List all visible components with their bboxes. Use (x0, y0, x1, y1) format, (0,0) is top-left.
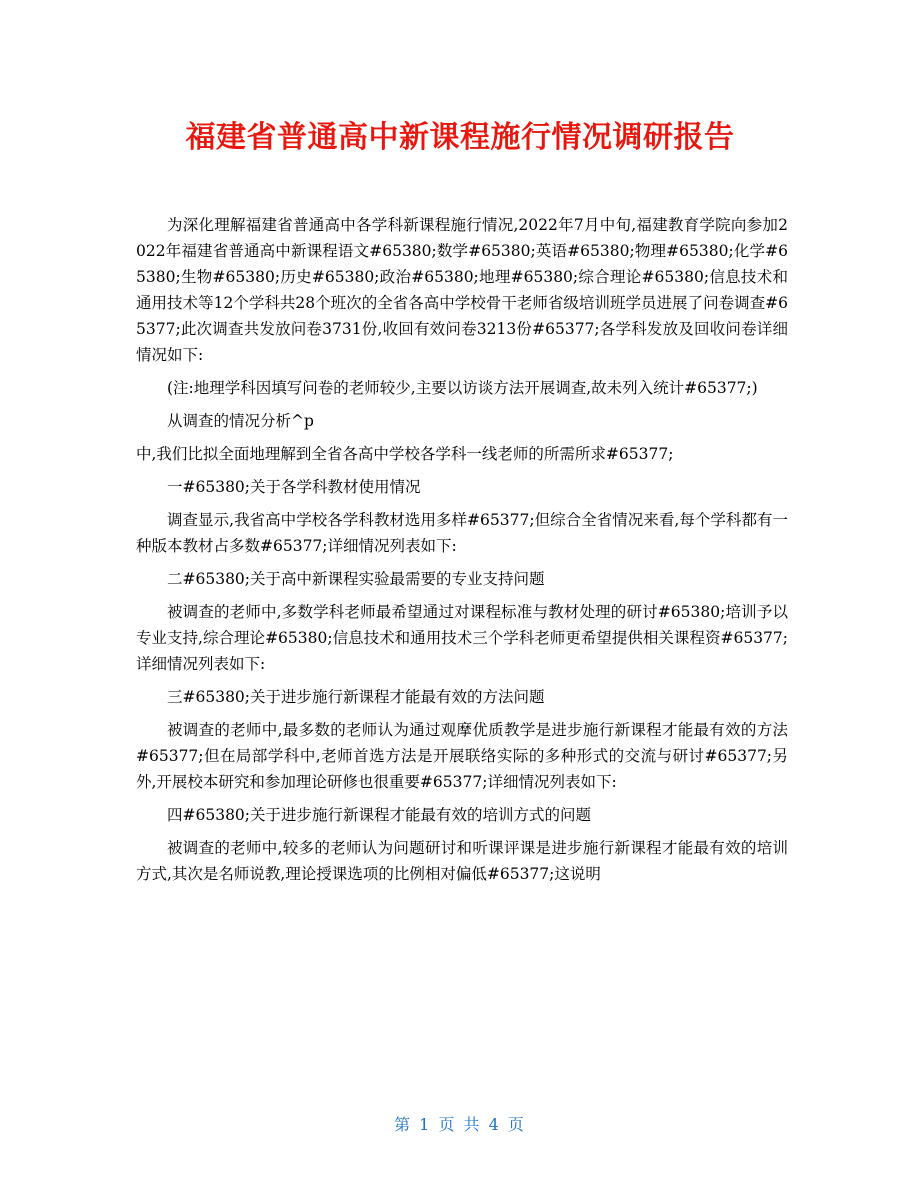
body-paragraph: 为深化理解福建省普通高中各学科新课程施行情况,2022年7月中旬,福建教育学院向参加2022年福建省普通高中新课程语文#65380;数学#65380;英语#65380;物理#65380;化学#65380;生物#65380;历史#65380;政治#65380;地理#65380;综合理论#65380;信息技术和通用技术等12个学科共28个班次的全省各高中学校骨干老师省级培训班学员进展了问卷调查#65377;此次调查共发放问卷3731份,收回有效问卷3213份#65377;各学科发放及回收问卷详细情况如下: (136, 216, 788, 364)
body-paragraph: 被调查的老师中,较多的老师认为问题研讨和听课评课是进步施行新课程才能最有效的培训方式,其次是名师说教,理论授课选项的比例相对偏低#65377;这说明 (136, 839, 788, 883)
body-paragraph: 调查显示,我省高中学校各学科教材选用多样#65377;但综合全省情况来看,每个学科都有一种版本教材占多数#65377;详细情况列表如下: (136, 511, 788, 555)
body-paragraph: 中,我们比拟全面地理解到全省各高中学校各学科一线老师的所需所求#65377; (136, 445, 674, 463)
page-footer (0, 1114, 920, 1136)
body-paragraph: (注:地理学科因填写问卷的老师较少,主要以访谈方法开展调查,故未列入统计#65377;) (167, 379, 758, 397)
body-paragraph: 从调查的情况分析^p (167, 412, 314, 430)
document-body (136, 212, 788, 894)
body-paragraph: 被调查的老师中,多数学科老师最希望通过对课程标准与教材处理的研讨#65380;培训予以专业支持,综合理论#65380;信息技术和通用技术三个学科老师更希望提供相关课程资#65377;详细情况列表如下: (136, 603, 788, 673)
body-paragraph: 被调查的老师中,最多数的老师认为通过观摩优质教学是进步施行新课程才能最有效的方法#65377;但在局部学科中,老师首选方法是开展联络实际的多种形式的交流与研讨#65377;另外,开展校本研究和参加理论研修也很重要#65377;详细情况列表如下: (136, 721, 788, 791)
page-number-label: 第 1 页 共 4 页 (394, 1115, 526, 1134)
body-paragraph: 二#65380;关于高中新课程实验最需要的专业支持问题 (167, 570, 545, 588)
document-title: 福建省普通高中新课程施行情况调研报告 (185, 120, 735, 155)
body-paragraph: 三#65380;关于进步施行新课程才能最有效的方法问题 (167, 688, 545, 706)
body-paragraph: 四#65380;关于进步施行新课程才能最有效的培训方式的问题 (167, 806, 592, 824)
body-paragraph: 一#65380;关于各学科教材使用情况 (167, 478, 421, 496)
